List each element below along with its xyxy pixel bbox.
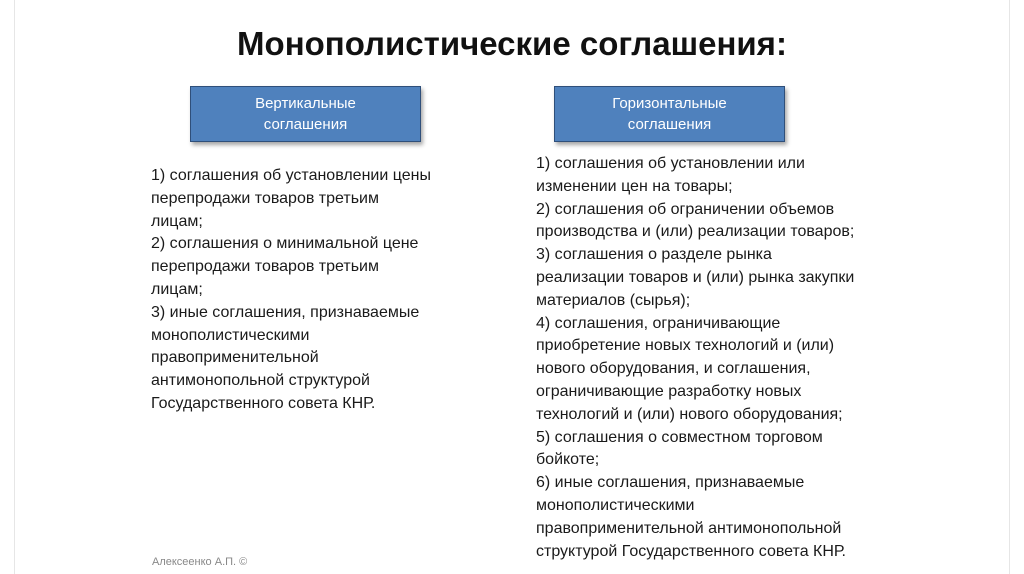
list-line: реализации товаров и (или) рынка закупки (536, 268, 855, 286)
list-line: 2) соглашения о минимальной цене (151, 235, 419, 253)
list-line: антимонопольной структурой (151, 372, 370, 390)
slide-title: Монополистические соглашения: (237, 25, 787, 62)
list-line: бойкоте; (536, 451, 600, 469)
list-line: лицам; (151, 280, 203, 298)
list-line: технологий и (или) нового оборудования; (536, 405, 843, 423)
vertical-box-line-2: соглашения (263, 116, 348, 133)
horizontal-agreements-list (536, 153, 916, 563)
list-line: лицам; (151, 212, 203, 230)
author-footer: Алексеенко А.П. © (152, 556, 248, 568)
list-line: изменении цен на товары; (536, 177, 733, 195)
list-line: 6) иные соглашения, признаваемые (536, 474, 805, 492)
list-line: 2) соглашения об ограничении объемов (536, 200, 835, 218)
list-line: правоприменительной антимонопольной (536, 519, 842, 537)
list-line: приобретение новых технологий и (или) (536, 337, 835, 355)
list-line: перепродажи товаров третьим (151, 258, 379, 276)
list-line: 3) иные соглашения, признаваемые (151, 303, 420, 321)
list-line: перепродажи товаров третьим (151, 189, 379, 207)
list-line: структурой Государственного совета КНР. (536, 542, 846, 560)
list-line: 4) соглашения, ограничивающие (536, 314, 781, 332)
list-line: монополистическими (151, 326, 310, 344)
vertical-box-line-1: Вертикальные (255, 95, 356, 112)
horizontal-agreements-box (554, 86, 785, 142)
list-line: производства и (или) реализации товаров; (536, 223, 855, 241)
list-line: материалов (сырья); (536, 291, 691, 309)
list-line: 1) соглашения об установлении цены (151, 167, 431, 184)
list-line: 1) соглашения об установлении или (536, 155, 805, 172)
slide-left-border (14, 0, 15, 574)
list-line: монополистическими (536, 496, 695, 514)
slide-right-border (1009, 0, 1010, 574)
list-line: Государственного совета КНР. (151, 394, 376, 412)
list-line: нового оборудования, и соглашения, (536, 360, 811, 378)
list-line: правоприменительной (151, 349, 319, 367)
list-line: ограничивающие разработку новых (536, 382, 802, 400)
horizontal-box-line-2: соглашения (627, 116, 712, 133)
list-line: 5) соглашения о совместном торговом (536, 428, 823, 446)
list-line: 3) соглашения о разделе рынка (536, 246, 772, 264)
vertical-agreements-list (151, 165, 491, 416)
vertical-agreements-box (190, 86, 421, 142)
horizontal-box-line-1: Горизонтальные (612, 95, 727, 112)
